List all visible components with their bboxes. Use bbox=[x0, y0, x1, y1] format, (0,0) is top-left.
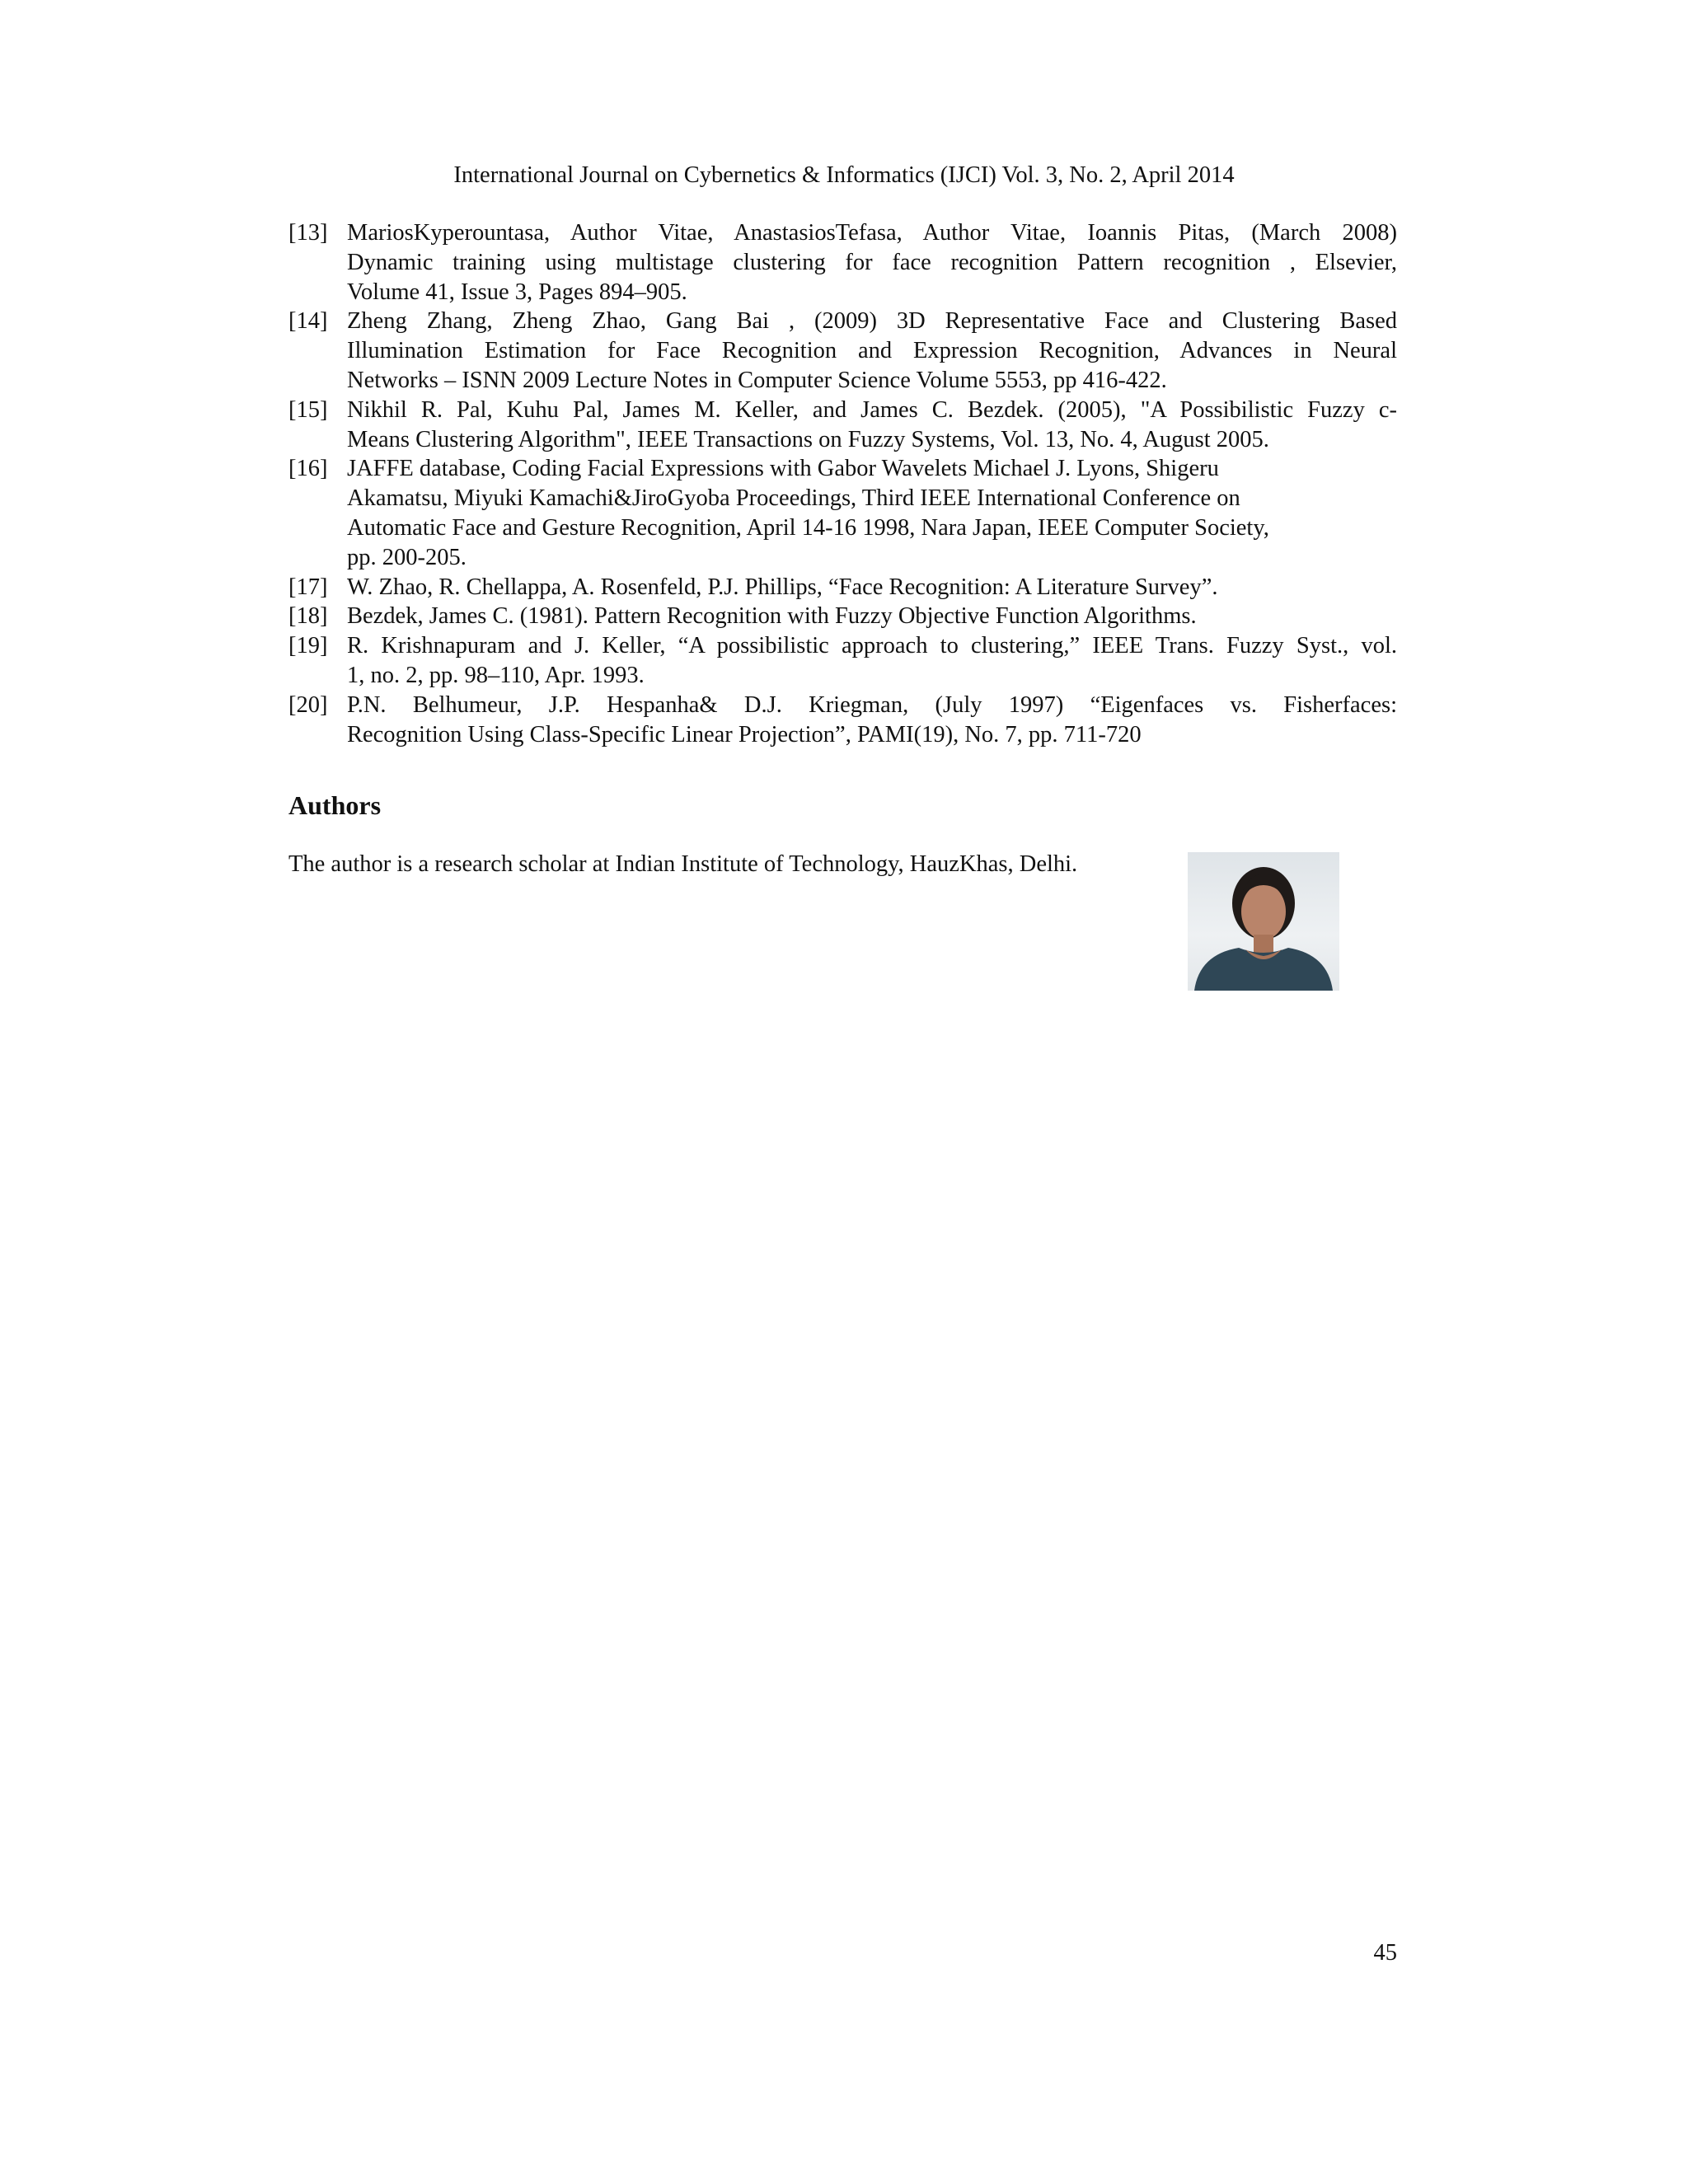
reference-number: [18] bbox=[288, 603, 328, 630]
reference-line: R. Krishnapuram and J. Keller, “A possibilistic approach to clustering,” IEEE Trans. Fuzzy Syst., vol. bbox=[347, 633, 1397, 659]
reference-text bbox=[347, 454, 1397, 572]
reference-number: [17] bbox=[288, 574, 328, 600]
page-number: 45 bbox=[1373, 1940, 1397, 1966]
reference-14 bbox=[288, 307, 1397, 395]
reference-line: pp. 200-205. bbox=[347, 544, 467, 570]
reference-text bbox=[347, 573, 1397, 602]
reference-number: [19] bbox=[288, 633, 328, 659]
authors-heading: Authors bbox=[288, 790, 382, 820]
reference-text bbox=[347, 691, 1397, 750]
reference-line: W. Zhao, R. Chellappa, A. Rosenfeld, P.J. Phillips, “Face Recognition: A Literature Survey”. bbox=[347, 574, 1218, 600]
author-photo bbox=[1188, 852, 1339, 991]
photo-face bbox=[1241, 883, 1286, 940]
reference-line: Means Clustering Algorithm", IEEE Transactions on Fuzzy Systems, Vol. 13, No. 4, August 2005. bbox=[347, 426, 1269, 452]
reference-number: [20] bbox=[288, 691, 328, 718]
reference-line: P.N. Belhumeur, J.P. Hespanha& D.J. Kriegman, (July 1997) “Eigenfaces vs. Fisherfaces: bbox=[347, 691, 1397, 718]
reference-13 bbox=[288, 218, 1397, 307]
reference-text bbox=[347, 631, 1397, 691]
reference-17 bbox=[288, 573, 1397, 602]
reference-line: MariosKyperountasa, Author Vitae, AnastasiosTefasa, Author Vitae, Ioannis Pitas, (March 2008) bbox=[347, 220, 1397, 246]
reference-line: 1, no. 2, pp. 98–110, Apr. 1993. bbox=[347, 662, 645, 688]
reference-number: [14] bbox=[288, 308, 328, 335]
reference-18 bbox=[288, 602, 1397, 631]
reference-line: Zheng Zhang, Zheng Zhao, Gang Bai , (2009) 3D Representative Face and Clustering Based bbox=[347, 308, 1397, 335]
photo-neck bbox=[1254, 935, 1273, 953]
reference-line: Nikhil R. Pal, Kuhu Pal, James M. Keller, and James C. Bezdek. (2005), "A Possibilistic Fuzzy c- bbox=[347, 396, 1397, 423]
reference-19 bbox=[288, 631, 1397, 691]
reference-16 bbox=[288, 454, 1397, 572]
reference-line: Recognition Using Class-Specific Linear Projection”, PAMI(19), No. 7, pp. 711-720 bbox=[347, 721, 1142, 748]
reference-text bbox=[347, 218, 1397, 307]
reference-text bbox=[347, 602, 1397, 631]
reference-line: Networks – ISNN 2009 Lecture Notes in Computer Science Volume 5553, pp 416-422. bbox=[347, 367, 1167, 393]
reference-text bbox=[347, 396, 1397, 455]
reference-line: JAFFE database, Coding Facial Expressions with Gabor Wavelets Michael J. Lyons, Shigeru bbox=[347, 456, 1219, 482]
author-bio: The author is a research scholar at Indian Institute of Technology, HauzKhas, Delhi. bbox=[288, 851, 1078, 877]
reference-list bbox=[288, 218, 1397, 749]
reference-line: Akamatsu, Miyuki Kamachi&JiroGyoba Proceedings, Third IEEE International Conference on bbox=[347, 485, 1240, 512]
reference-line: Bezdek, James C. (1981). Pattern Recognition with Fuzzy Objective Function Algorithms. bbox=[347, 603, 1197, 630]
reference-number: [13] bbox=[288, 220, 328, 246]
reference-15 bbox=[288, 396, 1397, 455]
reference-line: Dynamic training using multistage clustering for face recognition Pattern recognition , Elsevier, bbox=[347, 249, 1397, 275]
reference-text bbox=[347, 307, 1397, 395]
reference-number: [15] bbox=[288, 396, 328, 423]
reference-line: Automatic Face and Gesture Recognition, April 14-16 1998, Nara Japan, IEEE Computer Society, bbox=[347, 514, 1269, 541]
reference-line: Illumination Estimation for Face Recognition and Expression Recognition, Advances in Neural bbox=[347, 338, 1397, 364]
author-portrait-image bbox=[1188, 852, 1339, 991]
reference-20 bbox=[288, 691, 1397, 750]
reference-line: Volume 41, Issue 3, Pages 894–905. bbox=[347, 279, 687, 305]
running-head: International Journal on Cybernetics & Informatics (IJCI) Vol. 3, No. 2, April 2014 bbox=[453, 162, 1235, 188]
reference-number: [16] bbox=[288, 456, 328, 482]
